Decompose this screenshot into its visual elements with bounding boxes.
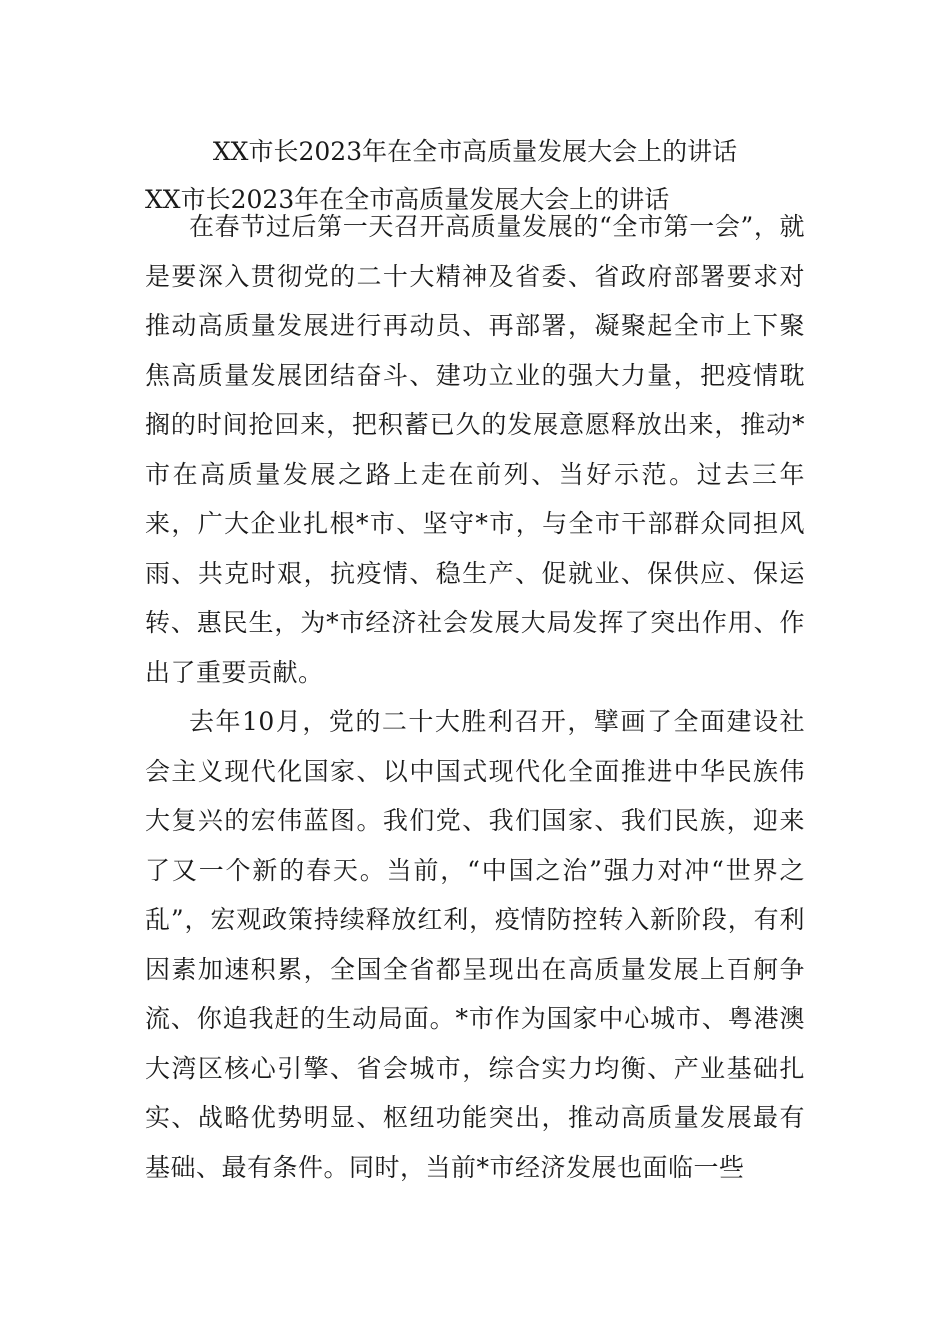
paragraph-1: 在春节过后第一天召开高质量发展的“全市第一会”，就是要深入贯彻党的二十大精神及省委、省政府部署要求对推动高质量发展进行再动员、再部署，凝聚起全市上下聚焦高质量发展团结奋斗、建功立业的强大力量，把疫情耽搁的时间抢回来，把积蓄已久的发展意愿释放出来，推动*市在高质量发展之路上走在前列、当好示范。过去三年来，广大企业扎根*市、坚守*市，与全市干部群众同担风雨、共克时艰，抗疫情、稳生产、促就业、保供应、保运转、惠民生，为*市经济社会发展大局发挥了突出作用、作出了重要贡献。 — [145, 212, 805, 687]
document-title-centered: XX市长2023年在全市高质量发展大会上的讲话 — [212, 137, 738, 166]
paragraph-2: 去年10月，党的二十大胜利召开，擘画了全面建设社会主义现代化国家、以中国式现代化全面推进中华民族伟大复兴的宏伟蓝图。我们党、我们国家、我们民族，迎来了又一个新的春天。当前，“中国之治”强力对冲“世界之乱”，宏观政策持续释放红利，疫情防控转入新阶段，有利因素加速积累，全国全省都呈现出在高质量发展上百舸争流、你追我赶的生动局面。*市作为国家中心城市、粤港澳大湾区核心引擎、省会城市，综合实力均衡、产业基础扎实、战略优势明显、枢纽功能突出，推动高质量发展最有基础、最有条件。同时，当前*市经济发展也面临一些 — [145, 707, 805, 1182]
document-title-left: XX市长2023年在全市高质量发展大会上的讲话 — [145, 185, 670, 214]
document-body — [145, 202, 805, 1192]
